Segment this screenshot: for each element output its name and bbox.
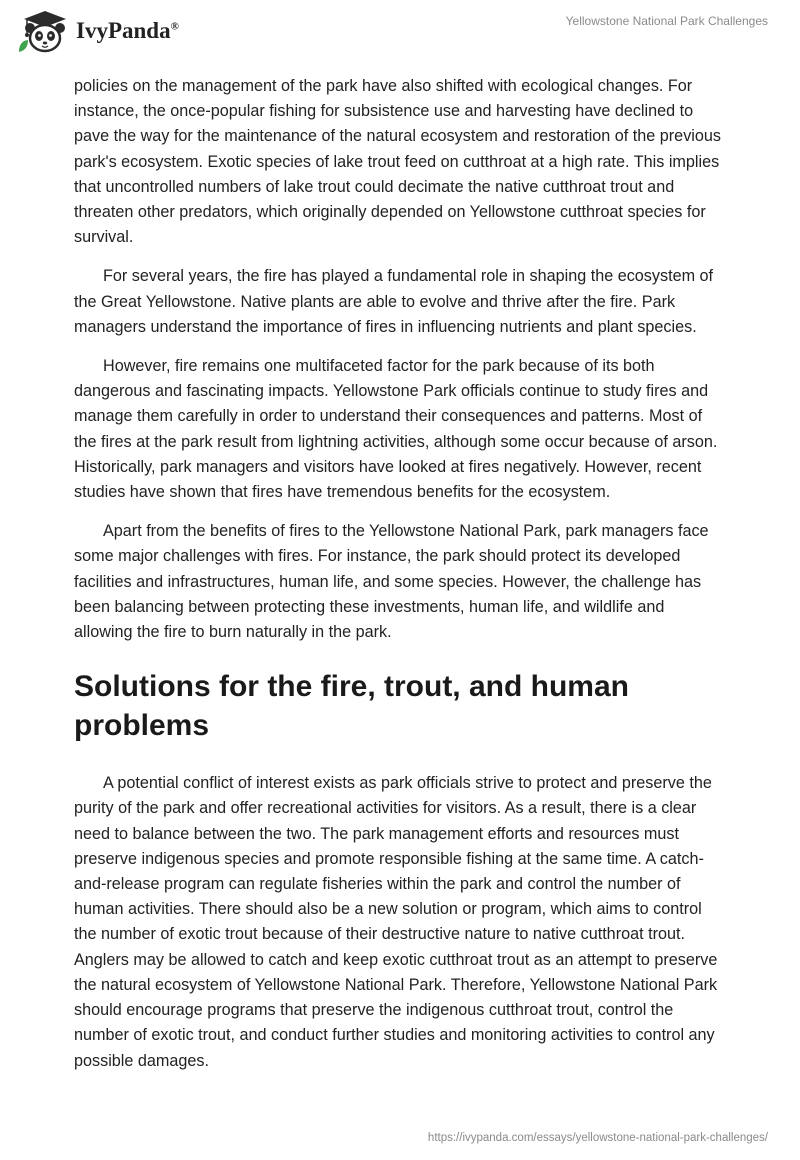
- document-title: Yellowstone National Park Challenges: [565, 14, 768, 28]
- paragraph: A potential conflict of interest exists as park officials strive to protect and preserve the purity of the park and offer recreational activities for visitors. As a result, there is a clear need to balance between the two. The park management efforts and resources must preserve indigenous species and promote responsible fishing at the same time. A catch-and-release program can regulate fisheries within the park and control the number of human activities. There should also be a new solution or program, which aims to control the number of exotic trout because of their destructive nature to native cutthroat trout. Anglers may be allowed to catch and keep exotic cutthroat trout as an attempt to preserve the natural ecosystem of Yellowstone National Park. Therefore, Yellowstone National Park should encourage programs that preserve the indigenous cutthroat trout, control the number of exotic trout, and conduct further studies and monitoring activities to control any possible damages.: [74, 774, 718, 1070]
- paragraph: For several years, the fire has played a fundamental role in shaping the ecosystem of the Great Yellowstone. Native plants are able to evolve and thrive after the fire. Park managers understand the importance of fires in influencing nutrients and plant species.: [74, 267, 714, 336]
- ivypanda-logo[interactable]: [16, 8, 179, 56]
- paragraph: policies on the management of the park have also shifted with ecological changes. For instance, the once-popular fishing for subsistence use and harvesting have declined to pave the way for the maintenance of the natural ecosystem and restoration of the previous park's ecosystem. Exotic species of lake trout feed on cutthroat at a high rate. This implies that uncontrolled numbers of lake trout could decimate the native cutthroat trout and threaten other predators, which originally depended on Yellowstone cutthroat species for survival.: [74, 77, 721, 247]
- section-heading: Solutions for the fire, trout, and human problems: [74, 670, 629, 743]
- page-header: [0, 0, 800, 70]
- paragraph: Apart from the benefits of fires to the Yellowstone National Park, park managers face some major challenges with fires. For instance, the park should protect its developed facilities and infrastructures, human life, and some species. However, the challenge has been balancing between protecting these investments, human life, and wildlife and allowing the fire to burn naturally in the park.: [74, 522, 709, 642]
- panda-graduate-icon: [16, 8, 74, 56]
- registered-mark: ®: [170, 20, 179, 33]
- essay-content: [74, 74, 726, 1088]
- source-url[interactable]: https://ivypanda.com/essays/yellowstone-national-park-challenges/: [427, 1132, 768, 1144]
- paragraph: However, fire remains one multifaceted factor for the park because of its both dangerous and fascinating impacts. Yellowstone Park officials continue to study fires and manage them carefully in order to understand their consequences and patterns. Most of the fires at the park result from lightning activities, although some occur because of arson. Historically, park managers and visitors have looked at fires negatively. However, recent studies have shown that fires have tremendous benefits for the ecosystem.: [74, 357, 718, 502]
- brand-name: IvyPanda®: [76, 18, 179, 43]
